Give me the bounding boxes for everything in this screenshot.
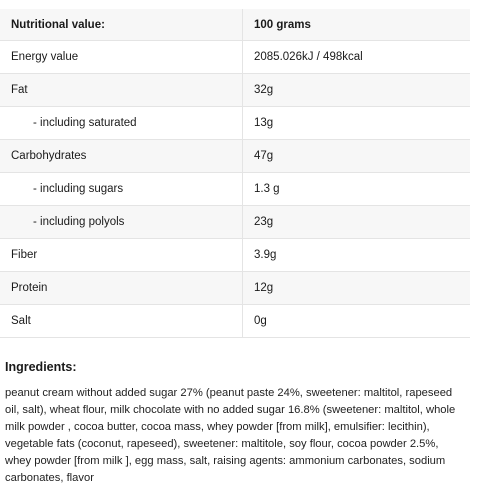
row-label: Energy value [0,41,243,73]
ingredients-heading: Ingredients: [5,360,77,374]
header-value: 100 grams [254,18,311,31]
row-value: 47g [254,150,274,162]
row-value: 3.9g [254,249,277,261]
table-row-protein [0,272,470,305]
table-row-energy [0,41,470,74]
table-row-saturated [0,107,470,140]
row-value: 32g [254,84,274,96]
row-label: Salt [0,305,243,337]
row-value: 2085.026kJ / 498kcal [254,51,363,63]
ingredients-text: peanut cream without added sugar 27% (peanut paste 24%, sweetener: maltitol, rapeseed oil, salt), wheat flour, milk chocolate with no added sugar 16.8% (sweetener: maltitol, whole milk powder , cocoa butter, cocoa mass, whey powder [from milk], emulsifier: lecithin), vegetable fats (coconut, rapeseed), sweetener: maltitole, soy flour, cocoa powder 2.5%, whey powder [from milk ], egg mass, salt, raising agents: ammonium carbonates, sodium carbonates, flavor [5,387,456,484]
table-row-sugars [0,173,470,206]
row-value: 23g [254,216,274,228]
table-row-salt [0,305,470,338]
row-value: 0g [254,315,267,327]
table-row-fat [0,74,470,107]
row-label: Fiber [0,239,243,271]
row-label: Protein [0,272,243,304]
row-value: 1.3 g [254,183,280,195]
header-label: Nutritional value: [0,9,243,40]
row-label: - including polyols [0,206,243,238]
row-value: 13g [254,117,274,129]
nutrition-table [0,9,470,338]
table-row-carbohydrates [0,140,470,173]
table-row-fiber [0,239,470,272]
row-label: - including sugars [0,173,243,205]
table-header-row [0,9,470,41]
table-row-polyols [0,206,470,239]
row-label: Carbohydrates [0,140,243,172]
row-value: 12g [254,282,274,294]
row-label: Fat [0,74,243,106]
row-label: - including saturated [0,107,243,139]
